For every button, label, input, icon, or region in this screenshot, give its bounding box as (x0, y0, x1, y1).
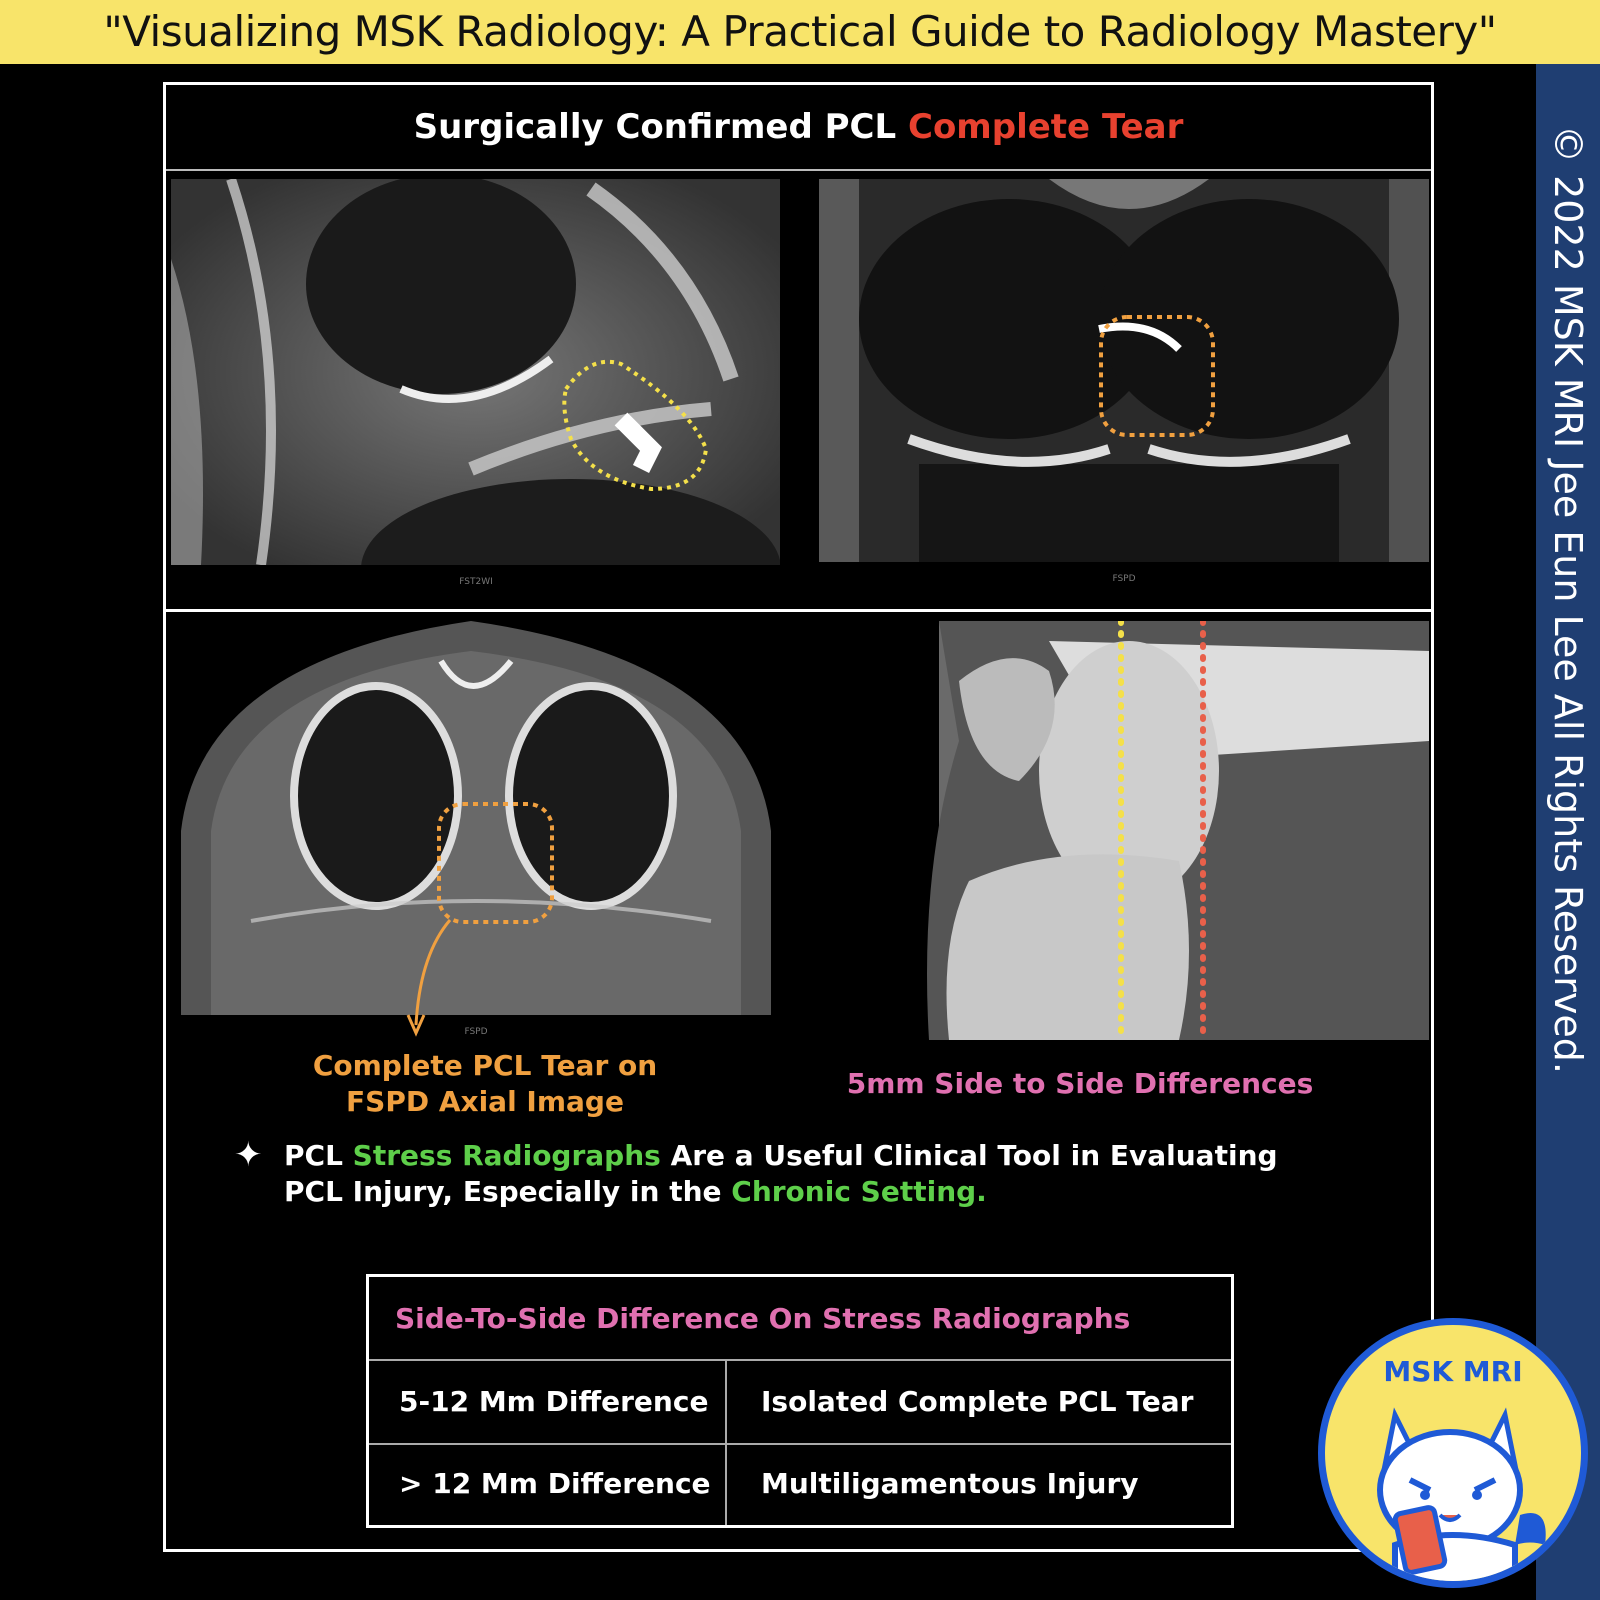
bullet-g2: Chronic Setting. (731, 1175, 987, 1208)
sagittal-sequence-label: FST2WI (459, 577, 493, 587)
table-cell-finding: Isolated Complete PCL Tear (761, 1385, 1194, 1418)
axial-mri-image (171, 621, 780, 1015)
copyright-text: © 2022 MSK MRI Jee Eun Lee All Rights Reserved. (1546, 125, 1590, 1074)
axial-caption (270, 1048, 700, 1120)
star-bullet-icon: ✦ (234, 1135, 263, 1175)
axial-caption-line2: FSPD Axial Image (346, 1085, 624, 1118)
orange-arrow-icon (400, 915, 460, 1040)
difference-table (366, 1274, 1234, 1528)
bullet-g1: Stress Radiographs (352, 1139, 661, 1172)
bullet-t2: Are a Useful Clinical Tool in Evaluating PCL Injury, Especially in the (284, 1139, 1278, 1208)
table-cell-difference: > 12 Mm Difference (369, 1443, 727, 1525)
table-cell-finding: Multiligamentous Injury (761, 1467, 1139, 1500)
sagittal-mri-image (171, 179, 780, 565)
table-row (369, 1361, 1231, 1445)
page-title (166, 85, 1431, 171)
section-divider (166, 609, 1431, 612)
msk-mri-logo (1318, 1318, 1588, 1588)
table-header: Side-To-Side Difference On Stress Radiographs (369, 1277, 1231, 1361)
axial-caption-line1: Complete PCL Tear on (312, 1049, 658, 1082)
coronal-sequence-label: FSPD (1112, 574, 1136, 584)
bullet-text (284, 1138, 1344, 1210)
title-white: Surgically Confirmed PCL (413, 107, 908, 147)
table-row (369, 1443, 1231, 1525)
radiograph-caption: 5mm Side to Side Differences (846, 1067, 1314, 1100)
axial-sequence-label: FSPD (464, 1027, 488, 1037)
logo-text: MSK MRI (1383, 1355, 1523, 1388)
bullet-t1: PCL (284, 1139, 353, 1172)
banner-title: "Visualizing MSK Radiology: A Practical Guide to Radiology Mastery" (0, 0, 1600, 64)
stress-radiograph-image (819, 621, 1429, 1040)
cat-mascot-icon (1355, 1395, 1555, 1585)
title-red: Complete Tear (908, 107, 1184, 147)
table-cell-difference: 5-12 Mm Difference (369, 1361, 727, 1443)
coronal-mri-image (819, 179, 1429, 562)
